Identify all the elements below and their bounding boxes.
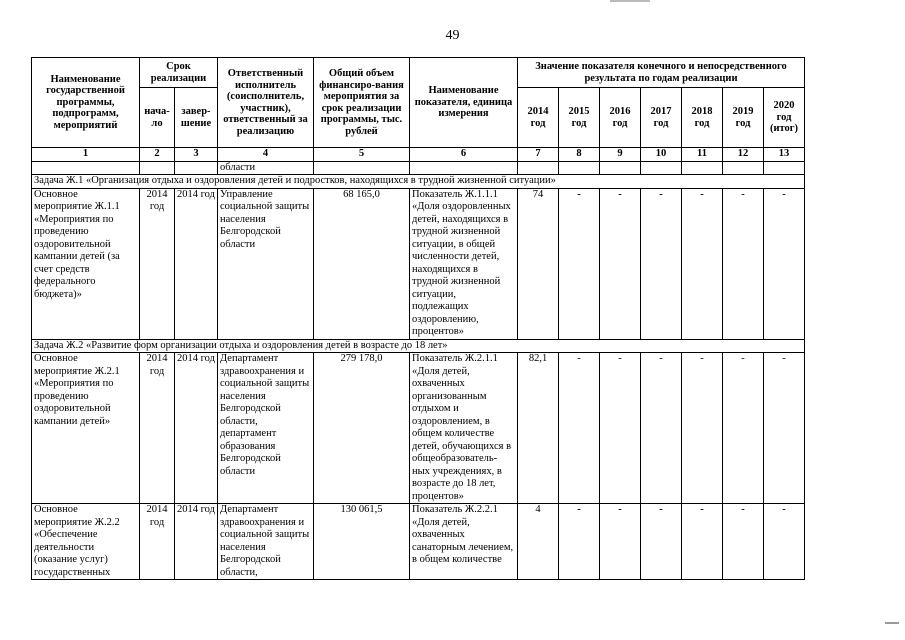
- column-number: 1: [32, 148, 140, 162]
- header-name: Наименование государственной программы, подпрограмм, мероприятий: [32, 58, 140, 148]
- value-2014: 82,1: [518, 353, 559, 504]
- task-row: [32, 339, 805, 353]
- funding-volume: 130 061,5: [314, 504, 410, 580]
- header-indicator: Наименование показателя, единица измерения: [410, 58, 518, 148]
- header-year: 2014 год: [518, 88, 559, 148]
- column-number: 6: [410, 148, 518, 162]
- header-volume: Общий объем финансиро-вания мероприятия за срок реализации программы, тыс. рублей: [314, 58, 410, 148]
- measure-name: Основное мероприятие Ж.2.2 «Обеспечение деятельности (оказание услуг) государственных: [32, 504, 140, 580]
- value-2017: -: [641, 504, 682, 580]
- value-2015: -: [559, 504, 600, 580]
- page-number: 49: [445, 28, 460, 43]
- header-year: 2020 год (итог): [764, 88, 805, 148]
- indicator: Показатель Ж.2.1.1 «Доля детей, охваченных организованным отдыхом и оздоровлением, в общем количестве детей, обучающихся в общеобразователь-ных учреждениях, в возрасте до 18 лет, процентов»: [410, 353, 518, 504]
- value-2019: -: [723, 353, 764, 504]
- value-2020: -: [764, 353, 805, 504]
- column-number: 3: [175, 148, 218, 162]
- column-number: 4: [218, 148, 314, 162]
- indicator: Показатель Ж.1.1.1 «Доля оздоровленных детей, находящихся в трудной жизненной ситуации, в общей численности детей, находящихся в трудной жизненной ситуации, подлежащих оздоровлению, процентов»: [410, 188, 518, 339]
- end-year: 2014 год: [175, 504, 218, 580]
- indicator: Показатель Ж.2.2.1 «Доля детей, охваченных санаторным лечением, в общем количестве: [410, 504, 518, 580]
- table-row: [32, 188, 805, 339]
- scan-artifact: [885, 622, 899, 624]
- header-year: 2015 год: [559, 88, 600, 148]
- header-values-title: Значение показателя конечного и непосредственного результата по годам реализации: [518, 58, 805, 88]
- start-year: 2014 год: [140, 504, 175, 580]
- value-2020: -: [764, 504, 805, 580]
- program-table: [31, 57, 805, 580]
- value-2015: -: [559, 353, 600, 504]
- header-row: [32, 58, 805, 88]
- value-2018: -: [682, 504, 723, 580]
- carry-over-row: [32, 161, 805, 175]
- task-title: Задача Ж.1 «Организация отдыха и оздоровления детей и подростков, находящихся в трудной жизненной ситуации»: [32, 175, 805, 189]
- value-2016: -: [600, 504, 641, 580]
- value-2017: -: [641, 188, 682, 339]
- value-2018: -: [682, 188, 723, 339]
- value-2016: -: [600, 353, 641, 504]
- executor: Управление социальной защиты населения Белгородской области: [218, 188, 314, 339]
- header-end: завер-шение: [175, 88, 218, 148]
- value-2014: 4: [518, 504, 559, 580]
- header-year: 2019 год: [723, 88, 764, 148]
- end-year: 2014 год: [175, 188, 218, 339]
- value-2019: -: [723, 188, 764, 339]
- task-row: [32, 175, 805, 189]
- column-number: 2: [140, 148, 175, 162]
- funding-volume: 279 178,0: [314, 353, 410, 504]
- column-number: 9: [600, 148, 641, 162]
- column-number: 7: [518, 148, 559, 162]
- value-2014: 74: [518, 188, 559, 339]
- value-2016: -: [600, 188, 641, 339]
- header-year: 2017 год: [641, 88, 682, 148]
- start-year: 2014 год: [140, 353, 175, 504]
- value-2019: -: [723, 504, 764, 580]
- header-year: 2018 год: [682, 88, 723, 148]
- value-2017: -: [641, 353, 682, 504]
- end-year: 2014 год: [175, 353, 218, 504]
- column-number: 10: [641, 148, 682, 162]
- start-year: 2014 год: [140, 188, 175, 339]
- funding-volume: 68 165,0: [314, 188, 410, 339]
- column-number: 8: [559, 148, 600, 162]
- executor: Департамент здравоохранения и социальной защиты населения Белгородской области, департамент образования Белгородской области: [218, 353, 314, 504]
- header-start: нача-ло: [140, 88, 175, 148]
- column-number: 5: [314, 148, 410, 162]
- value-2020: -: [764, 188, 805, 339]
- header-executor: Ответственный исполнитель (соисполнитель, участник), ответственный за реализацию: [218, 58, 314, 148]
- measure-name: Основное мероприятие Ж.1.1 «Мероприятия по проведению оздоровительной кампании детей (за счет средств федерального бюджета)»: [32, 188, 140, 339]
- table-row: [32, 504, 805, 580]
- column-number: 12: [723, 148, 764, 162]
- column-number: 11: [682, 148, 723, 162]
- column-number: 13: [764, 148, 805, 162]
- scan-artifact: [610, 0, 650, 2]
- carry-over-text: области: [218, 161, 314, 175]
- value-2015: -: [559, 188, 600, 339]
- column-number-row: [32, 148, 805, 162]
- header-year: 2016 год: [600, 88, 641, 148]
- table-row: [32, 353, 805, 504]
- measure-name: Основное мероприятие Ж.2.1 «Мероприятия по проведению оздоровительной кампании детей»: [32, 353, 140, 504]
- value-2018: -: [682, 353, 723, 504]
- header-term: Срок реализации: [140, 58, 218, 88]
- executor: Департамент здравоохранения и социальной защиты населения Белгородской области,: [218, 504, 314, 580]
- task-title: Задача Ж.2 «Развитие форм организации отдыха и оздоровления детей в возрасте до 18 лет»: [32, 339, 805, 353]
